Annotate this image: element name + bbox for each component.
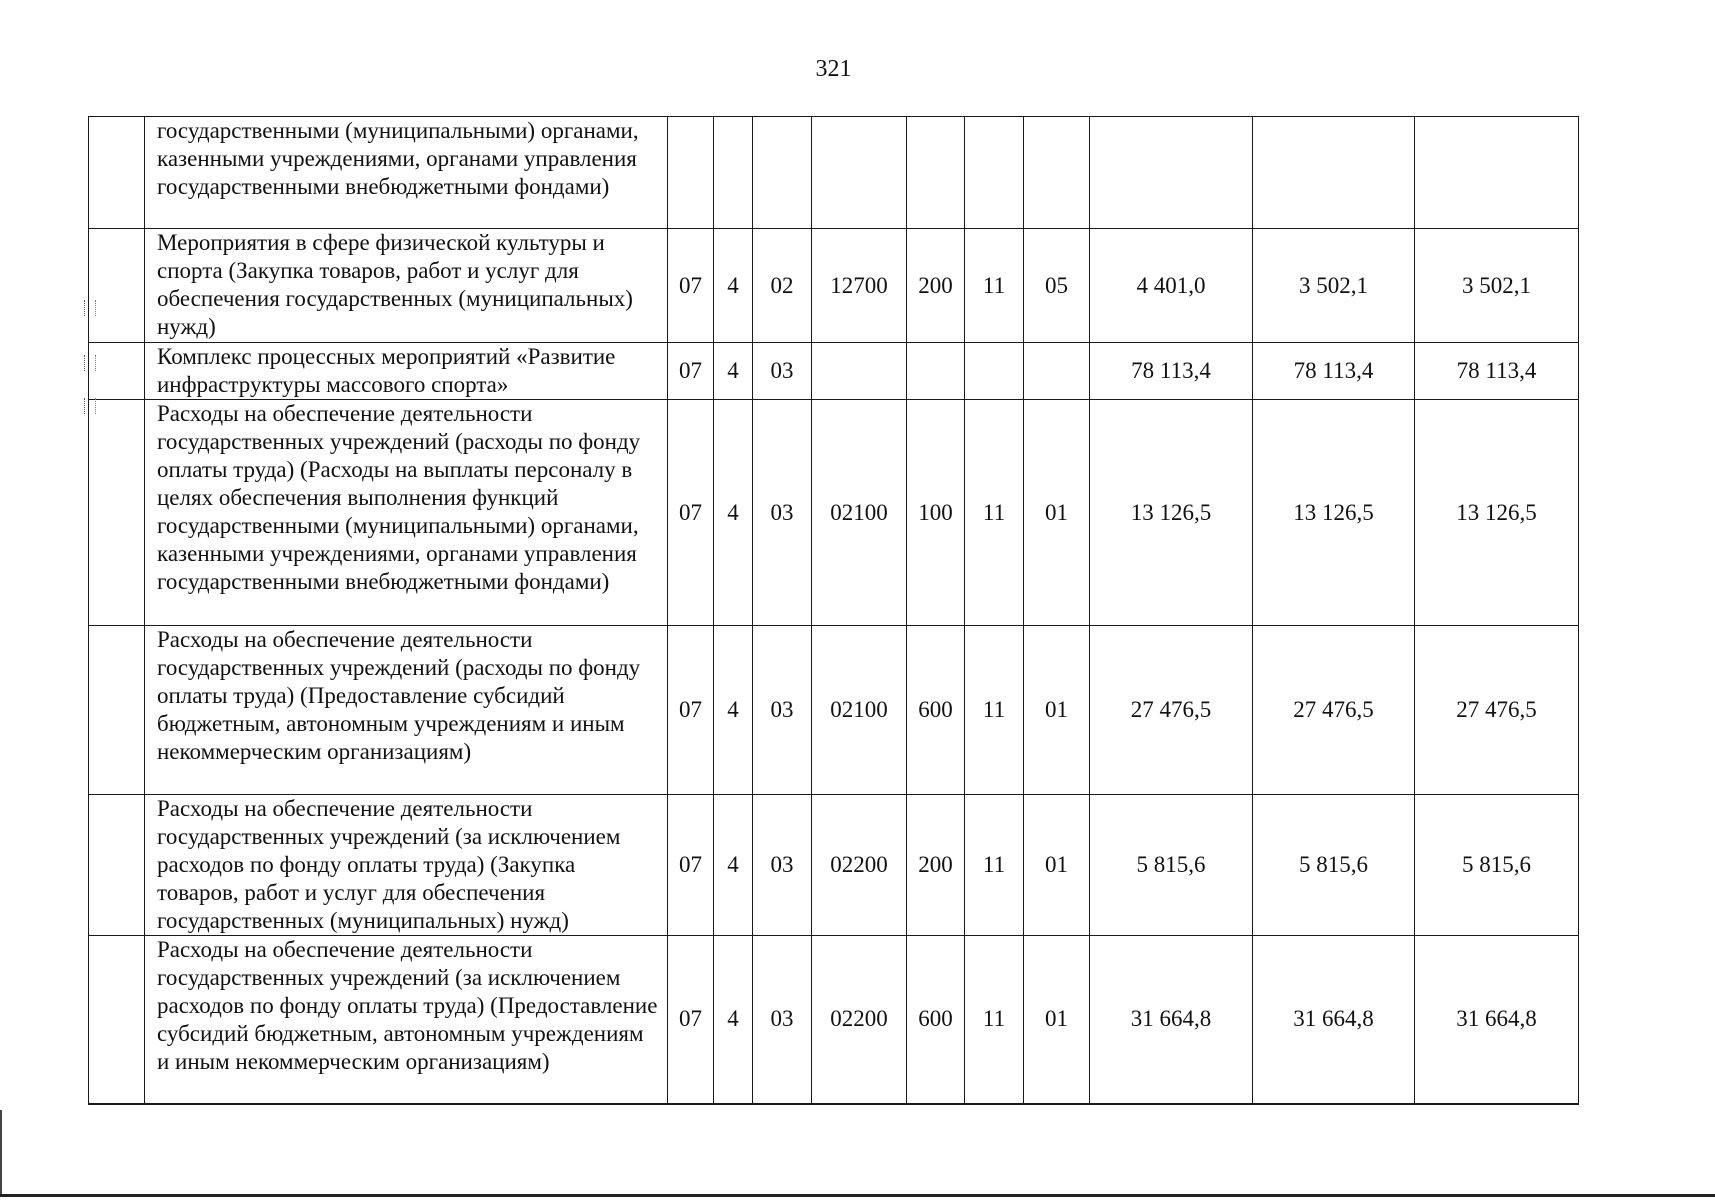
subprogram-cell: 03 xyxy=(753,343,812,400)
budget-table xyxy=(88,116,1579,1105)
section-cell: 07 xyxy=(668,400,714,626)
amount-year-3-cell: 3 502,1 xyxy=(1415,229,1579,343)
row-number-cell xyxy=(89,343,145,400)
amount-year-1-cell: 27 476,5 xyxy=(1090,626,1253,795)
section-cell: 07 xyxy=(668,229,714,343)
table-row xyxy=(89,400,1579,626)
subdivision-cell: 01 xyxy=(1024,795,1090,936)
division-cell: 11 xyxy=(965,795,1024,936)
amount-year-2-cell: 31 664,8 xyxy=(1253,936,1415,1104)
amount-year-1-cell: 4 401,0 xyxy=(1090,229,1253,343)
subprogram-cell xyxy=(753,117,812,229)
table-row xyxy=(89,117,1579,229)
amount-year-1-cell: 5 815,6 xyxy=(1090,795,1253,936)
binding-mark xyxy=(84,300,96,316)
amount-year-3-cell xyxy=(1415,117,1579,229)
amount-year-2-cell: 5 815,6 xyxy=(1253,795,1415,936)
subprogram-cell: 03 xyxy=(753,626,812,795)
program-cell: 4 xyxy=(714,795,753,936)
description-cell: Расходы на обеспечение деятельности государственных учреждений (за исключением расходов по фонду оплаты труда) (Закупка товаров, работ и услуг для обеспечения государственных (муниципальных) нужд) xyxy=(145,795,668,936)
row-number-cell xyxy=(89,936,145,1104)
subprogram-cell: 03 xyxy=(753,936,812,1104)
division-cell: 11 xyxy=(965,229,1024,343)
amount-year-2-cell: 3 502,1 xyxy=(1253,229,1415,343)
row-number-cell xyxy=(89,229,145,343)
subdivision-cell: 01 xyxy=(1024,400,1090,626)
amount-year-2-cell: 78 113,4 xyxy=(1253,343,1415,400)
expense-type-cell: 200 xyxy=(907,229,965,343)
subdivision-cell: 05 xyxy=(1024,229,1090,343)
expense-type-cell: 200 xyxy=(907,795,965,936)
direction-cell xyxy=(812,117,907,229)
row-number-cell xyxy=(89,626,145,795)
description-cell: Расходы на обеспечение деятельности государственных учреждений (расходы по фонду оплаты труда) (Расходы на выплаты персоналу в целях обеспечения выполнения функций государственными (муниципальными) органами, казенными учреждениями, органами управления государственными внебюджетными фондами) xyxy=(145,400,668,626)
division-cell xyxy=(965,343,1024,400)
expense-type-cell: 600 xyxy=(907,936,965,1104)
table-row xyxy=(89,229,1579,343)
program-cell: 4 xyxy=(714,626,753,795)
subdivision-cell: 01 xyxy=(1024,936,1090,1104)
description-cell: Комплекс процессных мероприятий «Развитие инфраструктуры массового спорта» xyxy=(145,343,668,400)
section-cell: 07 xyxy=(668,795,714,936)
direction-cell: 02100 xyxy=(812,400,907,626)
table-row xyxy=(89,795,1579,936)
expense-type-cell xyxy=(907,343,965,400)
division-cell xyxy=(965,117,1024,229)
direction-cell: 12700 xyxy=(812,229,907,343)
description-cell: Расходы на обеспечение деятельности государственных учреждений (расходы по фонду оплаты труда) (Предоставление субсидий бюджетным, автономным учреждениям и иным некоммерческим организациям) xyxy=(145,626,668,795)
description-cell: государственными (муниципальными) органами, казенными учреждениями, органами управления государственными внебюджетными фондами) xyxy=(145,117,668,229)
division-cell: 11 xyxy=(965,626,1024,795)
direction-cell xyxy=(812,343,907,400)
program-cell: 4 xyxy=(714,343,753,400)
program-cell: 4 xyxy=(714,936,753,1104)
amount-year-1-cell: 13 126,5 xyxy=(1090,400,1253,626)
binding-mark xyxy=(84,398,96,414)
amount-year-2-cell xyxy=(1253,117,1415,229)
table-row xyxy=(89,626,1579,795)
amount-year-2-cell: 27 476,5 xyxy=(1253,626,1415,795)
direction-cell: 02200 xyxy=(812,795,907,936)
amount-year-1-cell: 31 664,8 xyxy=(1090,936,1253,1104)
expense-type-cell xyxy=(907,117,965,229)
subdivision-cell: 01 xyxy=(1024,626,1090,795)
amount-year-3-cell: 31 664,8 xyxy=(1415,936,1579,1104)
description-cell: Мероприятия в сфере физической культуры и спорта (Закупка товаров, работ и услуг для обеспечения государственных (муниципальных) нужд) xyxy=(145,229,668,343)
section-cell: 07 xyxy=(668,343,714,400)
direction-cell: 02100 xyxy=(812,626,907,795)
section-cell: 07 xyxy=(668,936,714,1104)
binding-mark xyxy=(84,355,96,371)
expense-type-cell: 100 xyxy=(907,400,965,626)
amount-year-3-cell: 27 476,5 xyxy=(1415,626,1579,795)
row-number-cell xyxy=(89,795,145,936)
program-cell: 4 xyxy=(714,400,753,626)
section-cell xyxy=(668,117,714,229)
amount-year-1-cell xyxy=(1090,117,1253,229)
subdivision-cell xyxy=(1024,343,1090,400)
division-cell: 11 xyxy=(965,936,1024,1104)
direction-cell: 02200 xyxy=(812,936,907,1104)
program-cell: 4 xyxy=(714,229,753,343)
table-row xyxy=(89,343,1579,400)
table-row xyxy=(89,936,1579,1104)
amount-year-1-cell: 78 113,4 xyxy=(1090,343,1253,400)
row-number-cell xyxy=(89,400,145,626)
row-number-cell xyxy=(89,117,145,229)
scan-edge-line xyxy=(0,1110,2,1195)
amount-year-3-cell: 5 815,6 xyxy=(1415,795,1579,936)
subdivision-cell xyxy=(1024,117,1090,229)
scan-bottom-line xyxy=(0,1194,1715,1197)
subprogram-cell: 03 xyxy=(753,795,812,936)
amount-year-2-cell: 13 126,5 xyxy=(1253,400,1415,626)
page-number: 321 xyxy=(815,56,852,82)
subprogram-cell: 03 xyxy=(753,400,812,626)
expense-type-cell: 600 xyxy=(907,626,965,795)
amount-year-3-cell: 13 126,5 xyxy=(1415,400,1579,626)
description-cell: Расходы на обеспечение деятельности государственных учреждений (за исключением расходов по фонду оплаты труда) (Предоставление субсидий бюджетным, автономным учреждениям и иным некоммерческим организациям) xyxy=(145,936,668,1104)
amount-year-3-cell: 78 113,4 xyxy=(1415,343,1579,400)
subprogram-cell: 02 xyxy=(753,229,812,343)
program-cell xyxy=(714,117,753,229)
division-cell: 11 xyxy=(965,400,1024,626)
section-cell: 07 xyxy=(668,626,714,795)
